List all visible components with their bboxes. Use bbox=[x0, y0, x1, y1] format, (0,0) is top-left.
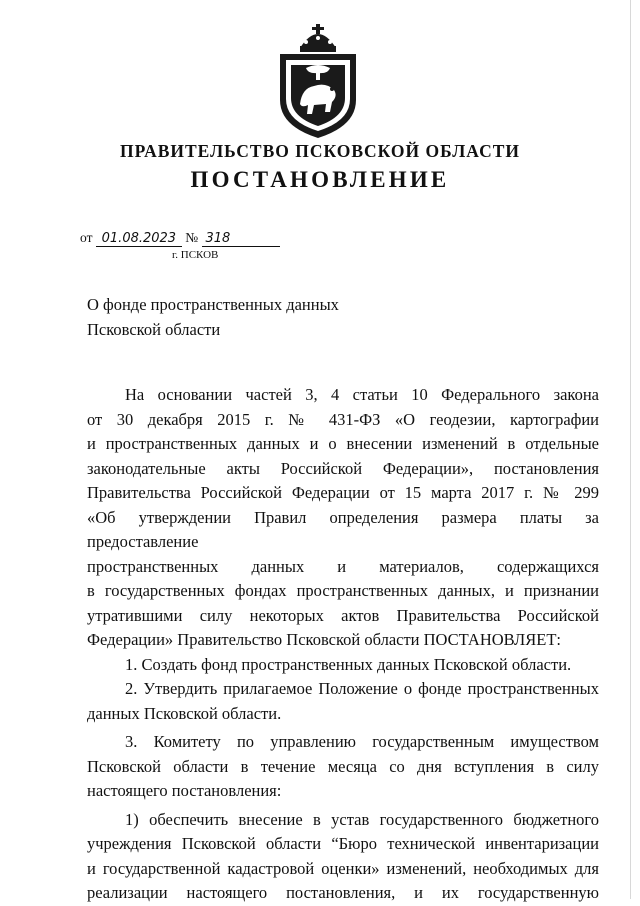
body-line: Федерации» Правительство Псковской области ПОСТАНОВЛЯЕТ: bbox=[87, 630, 561, 649]
number-field bbox=[202, 230, 280, 247]
document-subject bbox=[87, 292, 339, 342]
body-line: от 30 декабря 2015 г. № 431-ФЗ «О геодезии, картографии bbox=[87, 409, 599, 429]
body-line: Правительства Российской Федерации от 15 марта 2017 г. № 299 bbox=[87, 483, 599, 502]
body-line: законодательные акты Российской Федерации», постановления bbox=[87, 458, 599, 478]
body-line: и государственной кадастровой оценки» изменений, необходимых для bbox=[87, 858, 599, 878]
city-label: г. ПСКОВ bbox=[172, 249, 219, 261]
body-line: 1) обеспечить внесение в устав государственного бюджетного bbox=[125, 809, 599, 829]
date-prefix: от bbox=[80, 230, 93, 245]
body-line: реализации настоящего постановления, и их государственную bbox=[87, 883, 599, 902]
handwritten-date: 01.08.2023 bbox=[101, 231, 177, 246]
document-body bbox=[87, 383, 599, 906]
body-line: «Об утверждении Правил определения размера платы за предоставление bbox=[87, 507, 599, 551]
number-sign: № bbox=[185, 230, 199, 245]
document-type-title: ПОСТАНОВЛЕНИЕ bbox=[190, 167, 450, 192]
subject-line: О фонде пространственных данных bbox=[87, 295, 339, 314]
government-title: ПРАВИТЕЛЬСТВО ПСКОВСКОЙ ОБЛАСТИ bbox=[120, 141, 520, 161]
coat-of-arms-icon bbox=[270, 22, 366, 140]
body-line: 1. Создать фонд пространственных данных Псковской области. bbox=[125, 654, 572, 674]
date-field bbox=[96, 230, 182, 247]
body-line: и пространственных данных и о внесении изменений в отдельные bbox=[87, 434, 599, 453]
date-number-line bbox=[80, 230, 280, 247]
body-line: пространственных данных и материалов, содержащихся bbox=[87, 556, 599, 576]
body-line: учреждения Псковской области “Бюро технической инвентаризации bbox=[87, 834, 599, 853]
body-line: настоящего постановления: bbox=[87, 781, 282, 800]
body-line: На основании частей 3, 4 статьи 10 Федерального закона bbox=[125, 385, 599, 404]
body-line: данных Псковской области. bbox=[87, 703, 282, 723]
body-line: Псковской области в течение месяца со дня вступления в силу bbox=[87, 756, 599, 776]
body-line: 3. Комитету по управлению государственным имуществом bbox=[125, 732, 599, 751]
page-edge bbox=[630, 0, 631, 899]
body-line: утратившими силу некоторых актов Правительства Российской bbox=[87, 605, 599, 625]
subject-line: Псковской области bbox=[87, 320, 221, 339]
handwritten-number: 318 bbox=[205, 231, 231, 246]
body-line: в государственных фондах пространственных данных, и признании bbox=[87, 581, 599, 600]
body-line: 2. Утвердить прилагаемое Положение о фонде пространственных bbox=[125, 679, 599, 698]
